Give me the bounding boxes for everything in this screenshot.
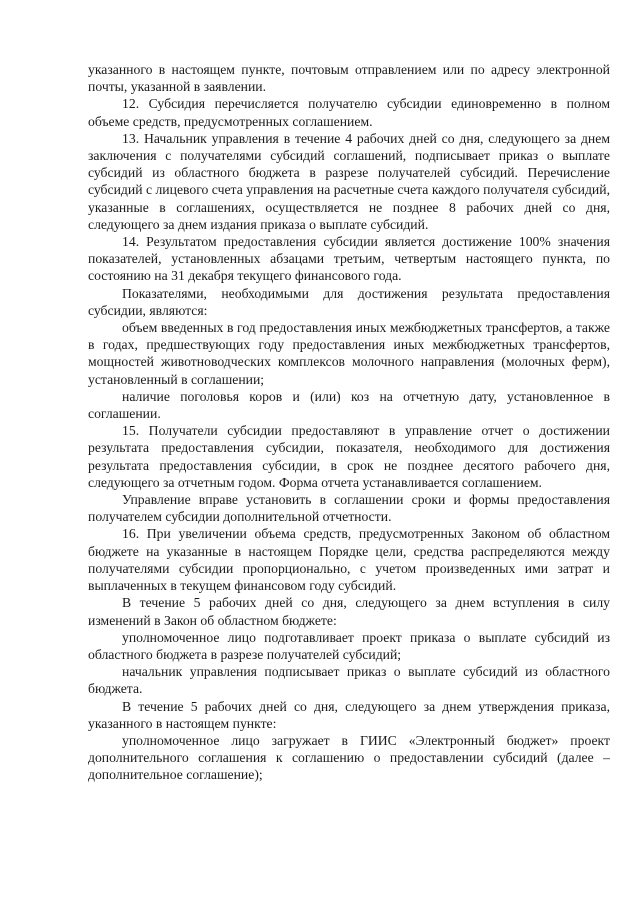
paragraph-continuation: указанного в настоящем пункте, почтовым отправлением или по адресу электронной почты, указанной в заявлении.: [88, 62, 610, 95]
paragraph-item-16: 16. При увеличении объема средств, предусмотренных Законом об областном бюджете на указанные в настоящем Порядке цели, средства распределяются между получателями субсидии пропорционально, с учетом произведенных ими затрат и выплаченных в текущем финансовом году субсидий.: [88, 526, 610, 594]
paragraph-indicators-intro: Показателями, необходимыми для достижения результата предоставления субсидии, являются:: [88, 285, 610, 318]
paragraph-item-12: 12. Субсидия перечисляется получателю субсидии единовременно в полном объеме средств, предусмотренных соглашением.: [88, 96, 610, 129]
paragraph-item-15: 15. Получатели субсидии предоставляют в управление отчет о достижении результата предоставления субсидии, показателя, необходимого для достижения результата предоставления субсидии, в срок не позднее десятого рабочего дня, следующего за отчетным годом. Форма отчета устанавливается соглашением.: [88, 423, 610, 490]
paragraph-law-change-intro: В течение 5 рабочих дней со дня, следующего за днем вступления в силу изменений в Закон об областном бюджете:: [88, 595, 610, 628]
document-body: [88, 61, 610, 784]
paragraph-indicator-capacity: объем введенных в год предоставления иных межбюджетных трансфертов, а также в годах, предшествующих году предоставления иных межбюджетных трансфертов, мощностей животноводческих комплексов молочного направления (молочных ферм), установленный в соглашении;: [88, 320, 610, 387]
paragraph-upload-agreement: уполномоченное лицо загружает в ГИИС «Электронный бюджет» проект дополнительного соглашения к соглашению о предоставлении субсидий (далее – дополнительное соглашение);: [88, 732, 610, 783]
paragraph-draft-order: уполномоченное лицо подготавливает проект приказа о выплате субсидий из областного бюджета в разрезе получателей субсидий;: [88, 629, 610, 662]
paragraph-item-13: 13. Начальник управления в течение 4 рабочих дней со дня, следующего за днем заключения с получателями субсидий соглашений, подписывает приказ о выплате субсидий из областного бюджета в разрезе получателей субсидий. Перечисление субсидий с лицевого счета управления на расчетные счета каждого получателя субсидий, указанные в соглашениях, осуществляется не позднее 8 рабочих дней со дня, следующего за днем издания приказа о выплате субсидий.: [88, 130, 610, 232]
paragraph-item-14: 14. Результатом предоставления субсидии является достижение 100% значения показателей, установленных абзацами третьим, четвертым настоящего пункта, по состоянию на 31 декабря текущего финансового года.: [88, 234, 610, 284]
paragraph-order-approval-intro: В течение 5 рабочих дней со дня, следующего за днем утверждения приказа, указанного в настоящем пункте:: [88, 698, 610, 731]
paragraph-indicator-livestock: наличие поголовья коров и (или) коз на отчетную дату, установленное в соглашении.: [88, 388, 610, 422]
paragraph-additional-reporting: Управление вправе установить в соглашении сроки и формы предоставления получателем субсидии дополнительной отчетности.: [88, 492, 610, 525]
paragraph-sign-order: начальник управления подписывает приказ о выплате субсидий из областного бюджета.: [88, 664, 610, 697]
